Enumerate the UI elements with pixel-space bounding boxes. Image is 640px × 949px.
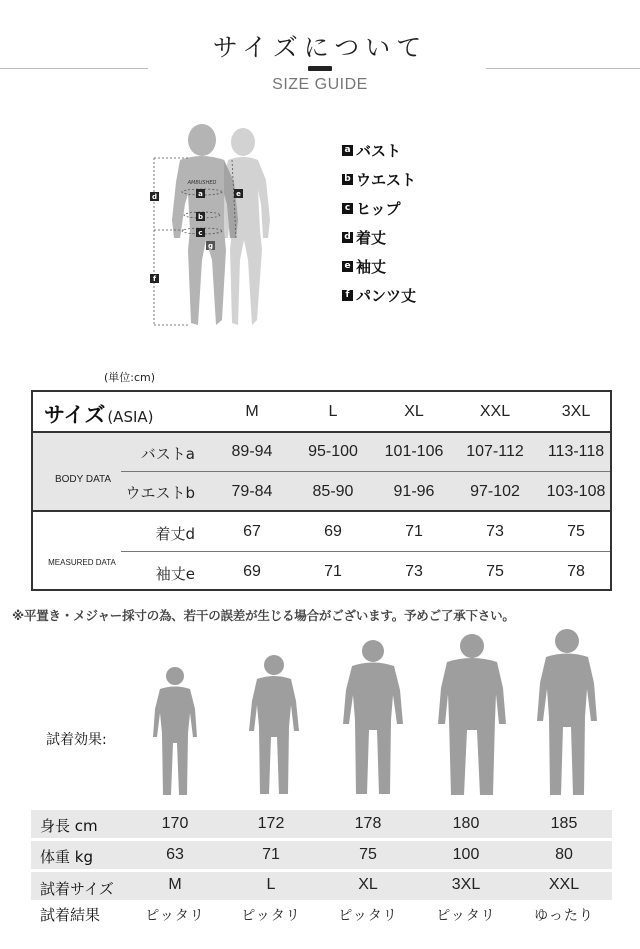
tryon-cell: XL xyxy=(358,876,378,893)
unit-label: (単位:cm) xyxy=(104,371,156,384)
table-cell: 75 xyxy=(567,523,585,540)
tryon-cell: 80 xyxy=(555,846,573,863)
table-cell: 101-106 xyxy=(384,443,444,460)
tryon-row-label-result: 試着結果 xyxy=(40,906,101,924)
svg-text:g: g xyxy=(207,242,214,250)
size-table xyxy=(31,390,612,591)
legend-item-length xyxy=(342,223,416,252)
table-cell: 71 xyxy=(405,523,423,540)
row-label-sleeve: 袖丈e xyxy=(155,565,195,583)
tryon-cell: 71 xyxy=(262,846,280,863)
size-table-title-text: サイズ xyxy=(44,403,106,427)
table-cell: 95-100 xyxy=(308,443,358,460)
person-silhouette-3 xyxy=(340,638,406,796)
table-cell: 103-108 xyxy=(546,483,606,500)
size-col-header: M xyxy=(245,403,259,420)
row-label-waist: ウエストb xyxy=(125,484,195,502)
legend-badge: c xyxy=(342,203,353,214)
table-cell: 75 xyxy=(486,563,504,580)
tryon-cell: L xyxy=(266,876,276,893)
table-cell: 107-112 xyxy=(466,443,524,460)
tryon-cell: 172 xyxy=(257,815,285,832)
size-col-header: L xyxy=(328,403,338,420)
tryon-cell: M xyxy=(168,876,182,893)
tryon-cell: 180 xyxy=(452,815,480,832)
size-col-header: XXL xyxy=(479,403,511,420)
legend-badge: f xyxy=(342,290,353,301)
tryon-cell: ピッタリ xyxy=(145,908,205,924)
legend-badge: d xyxy=(342,232,353,243)
legend-item-waist xyxy=(342,165,416,194)
page-subtitle: SIZE GUIDE xyxy=(272,76,368,93)
row-label-bust: バストa xyxy=(140,445,195,463)
tryon-cell: 178 xyxy=(354,815,382,832)
group-label-body-data: BODY DATA xyxy=(54,474,112,485)
legend-label: ヒップ xyxy=(356,200,401,218)
legend-label: 着丈 xyxy=(356,229,387,247)
size-table-title xyxy=(44,399,154,429)
header-accent-bar xyxy=(308,66,332,71)
tryon-cell: ゆったり xyxy=(534,908,594,924)
header-line-right xyxy=(486,68,640,69)
legend-label: 袖丈 xyxy=(356,258,387,276)
size-col-header: 3XL xyxy=(561,403,591,420)
person-silhouette-1 xyxy=(150,665,200,797)
measurement-legend xyxy=(342,136,416,310)
table-cell: 73 xyxy=(405,563,423,580)
svg-text:e: e xyxy=(236,190,241,198)
table-cell: 67 xyxy=(243,523,261,540)
page-title: サイズについて xyxy=(212,33,428,62)
tryon-cell: ピッタリ xyxy=(436,908,496,924)
legend-badge: a xyxy=(342,145,353,156)
tryon-cell: ピッタリ xyxy=(338,908,398,924)
legend-item-hip xyxy=(342,194,416,223)
table-cell: 69 xyxy=(243,563,261,580)
table-cell: 71 xyxy=(324,563,342,580)
svg-text:d: d xyxy=(151,193,158,201)
legend-badge: e xyxy=(342,261,353,272)
measurement-figure xyxy=(140,120,290,340)
tryon-row-label-size: 試着サイズ xyxy=(40,880,114,898)
size-col-header: XL xyxy=(404,403,424,420)
tryon-cell: ピッタリ xyxy=(241,908,301,924)
row-divider xyxy=(121,551,610,552)
tryon-cell: 63 xyxy=(166,846,184,863)
tryon-row-label-weight: 体重 kg xyxy=(40,848,93,866)
legend-item-bust xyxy=(342,136,416,165)
legend-item-sleeve xyxy=(342,252,416,281)
svg-text:c: c xyxy=(198,229,203,237)
table-cell: 73 xyxy=(486,523,504,540)
person-silhouette-5 xyxy=(534,627,600,797)
size-table-header xyxy=(33,392,610,433)
header-line-left xyxy=(0,68,148,69)
tryon-label: 試着効果: xyxy=(46,732,107,748)
legend-label: ウエスト xyxy=(356,171,417,189)
legend-badge: b xyxy=(342,174,353,185)
table-cell: 79-84 xyxy=(231,483,273,500)
legend-item-pants-length xyxy=(342,281,416,310)
svg-text:f: f xyxy=(152,275,157,283)
tryon-cell: 185 xyxy=(550,815,578,832)
tryon-cell: 75 xyxy=(359,846,377,863)
table-cell: 69 xyxy=(324,523,342,540)
group-label-measured-data: MEASURED DATA xyxy=(48,558,116,567)
table-cell: 97-102 xyxy=(470,483,520,500)
tryon-cell: 3XL xyxy=(451,876,481,893)
tryon-cell: XXL xyxy=(548,876,580,893)
person-silhouette-4 xyxy=(436,632,508,797)
row-divider xyxy=(121,471,610,472)
svg-text:b: b xyxy=(197,213,204,221)
brand-text: AMBUSHED xyxy=(187,180,217,186)
tryon-cell: 170 xyxy=(161,815,189,832)
legend-label: バスト xyxy=(356,142,402,160)
tryon-cell: 100 xyxy=(452,846,480,863)
table-cell: 89-94 xyxy=(231,443,273,460)
tryon-row-label-height: 身長 cm xyxy=(40,817,98,835)
row-label-length: 着丈d xyxy=(155,525,195,543)
svg-text:a: a xyxy=(198,190,203,198)
table-cell: 85-90 xyxy=(312,483,354,500)
person-silhouette-2 xyxy=(246,653,302,796)
legend-label: パンツ丈 xyxy=(356,287,417,305)
table-cell: 91-96 xyxy=(393,483,435,500)
measurement-note: ※平置き・メジャー採寸の為、若干の誤差が生じる場合がございます。予めご了承下さい。 xyxy=(12,608,515,623)
size-table-title-suffix: (ASIA) xyxy=(107,408,154,426)
table-cell: 78 xyxy=(567,563,585,580)
table-cell: 113-118 xyxy=(547,443,605,460)
